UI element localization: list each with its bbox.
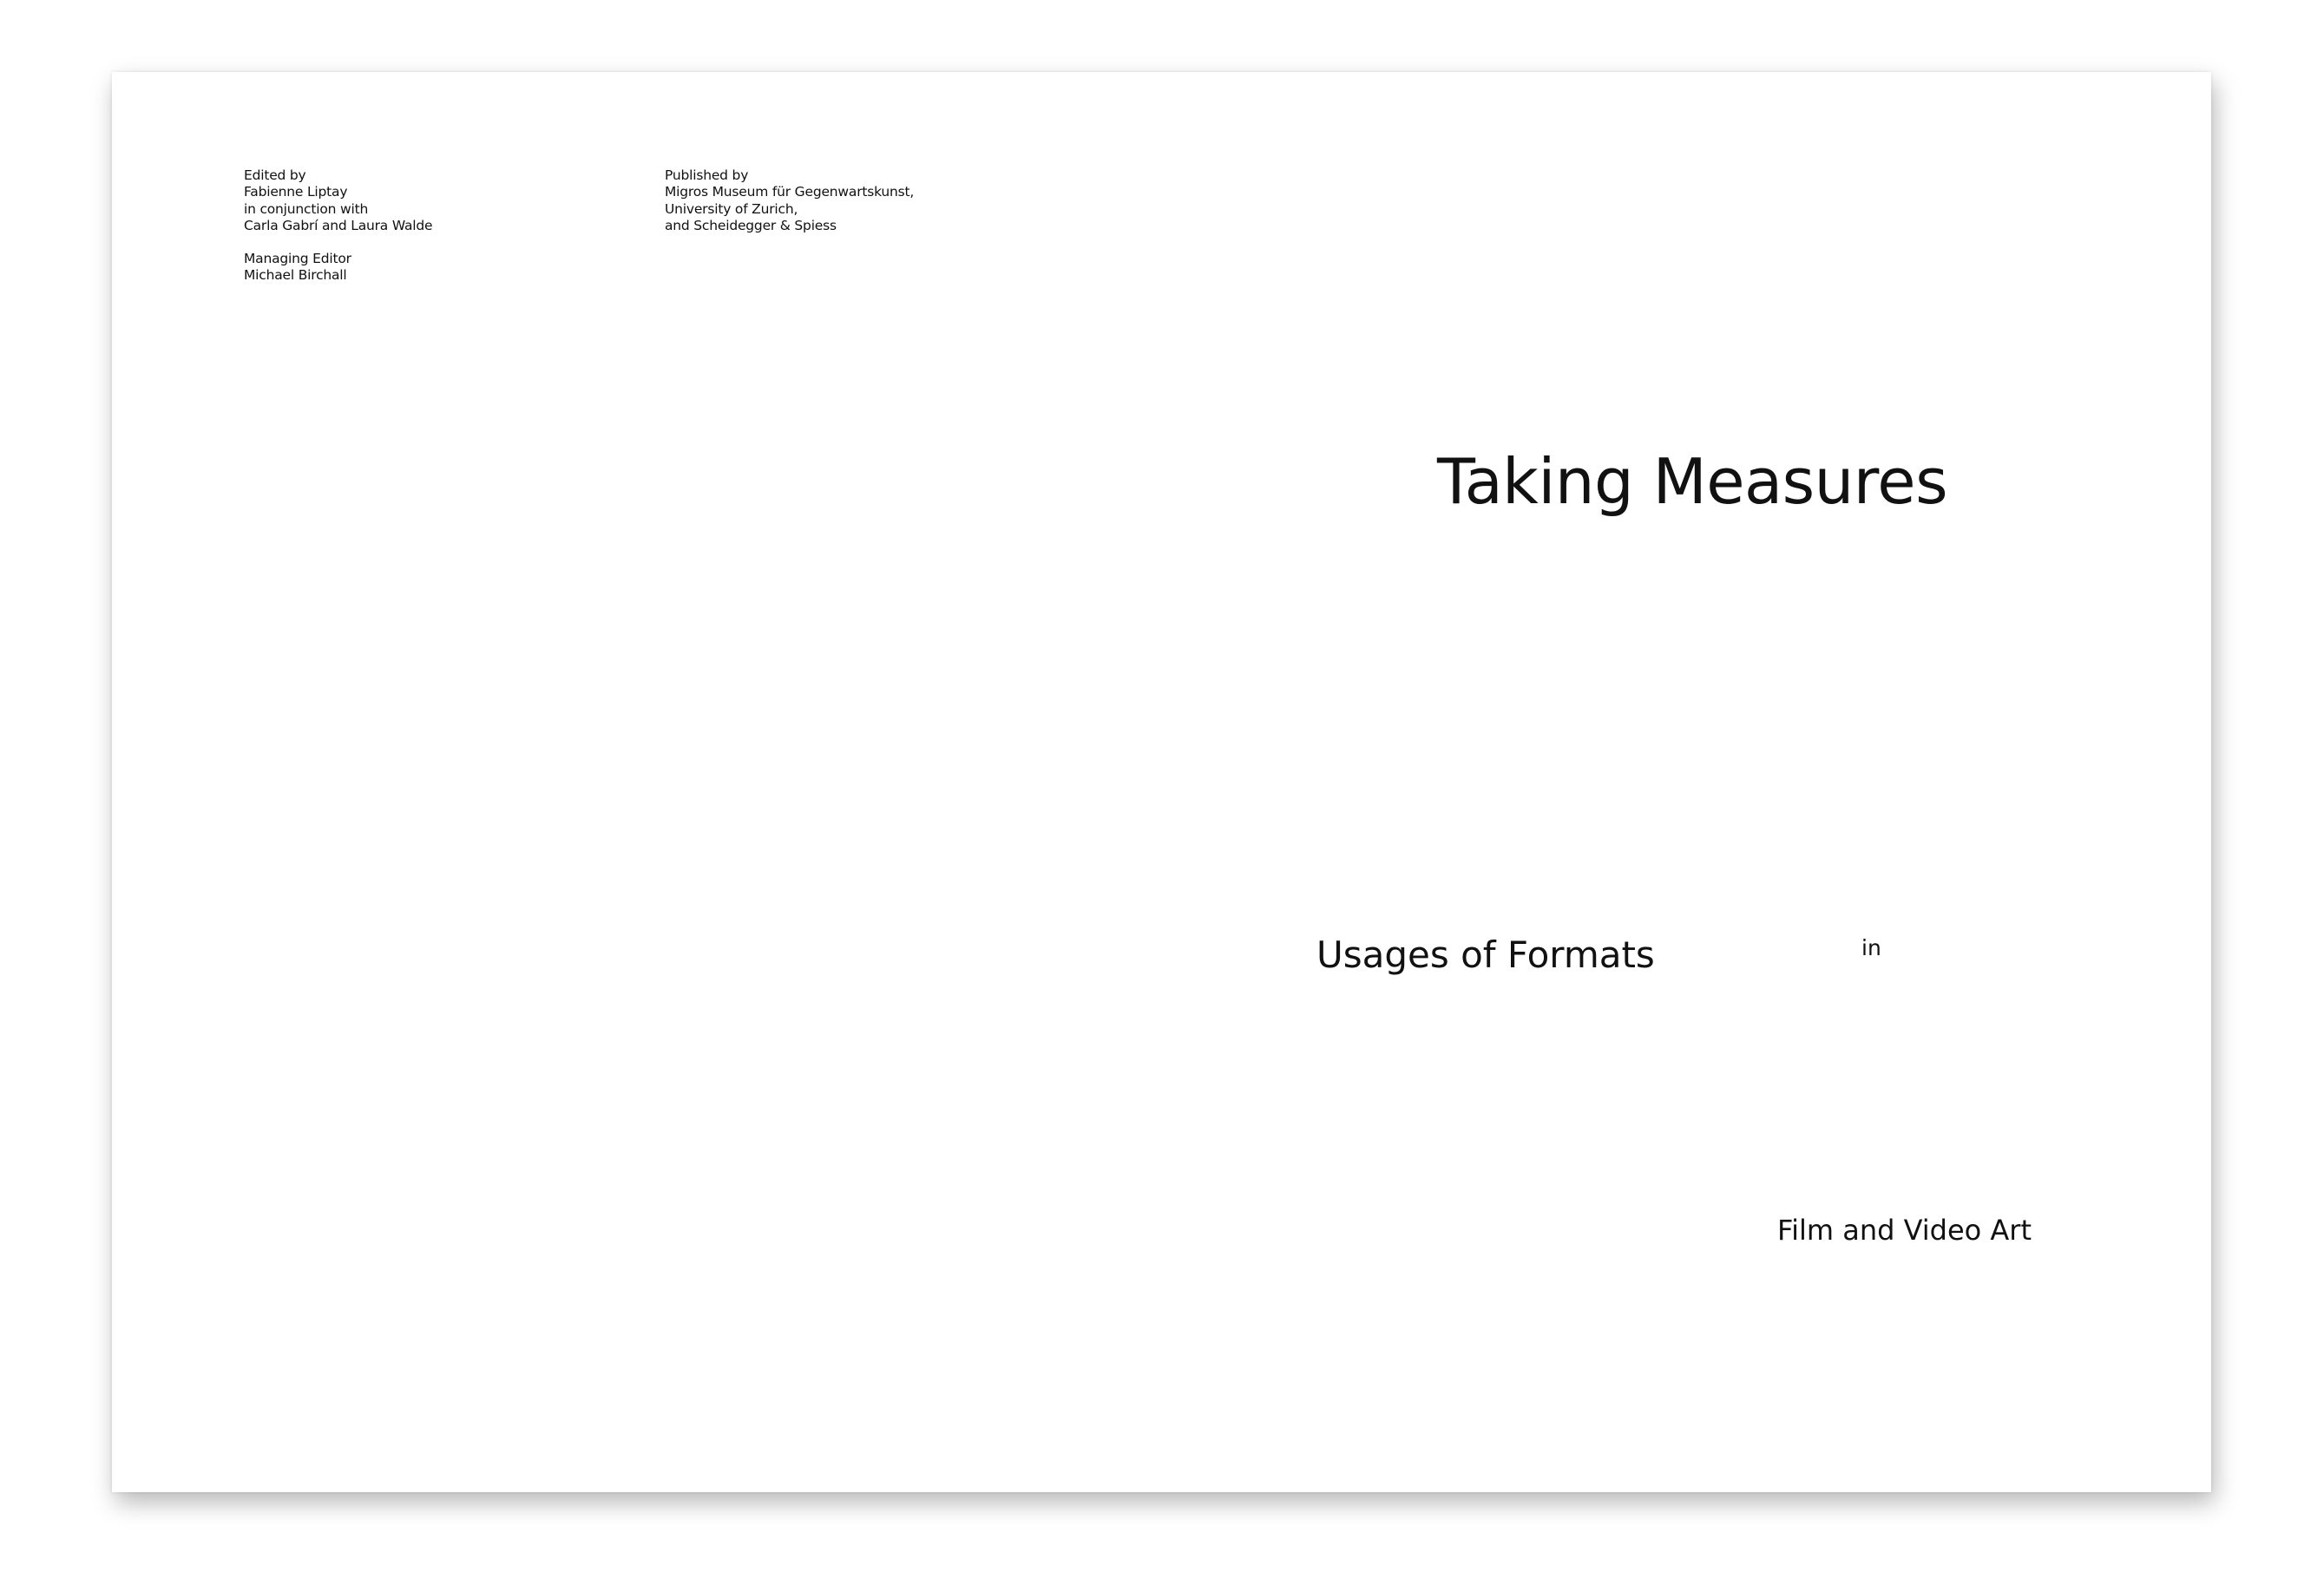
editors-credit-block [244,167,432,285]
conjunction-label: in conjunction with [244,200,369,217]
credit-spacer [244,234,432,251]
co-editor-names: Carla Gabrí and Laura Walde [244,217,433,233]
editor-name: Fabienne Liptay [244,184,348,200]
publishers-credit-block [665,167,914,234]
book-title: Taking Measures [1437,445,1948,518]
edited-by-label: Edited by [244,167,306,183]
subtitle-usages-of-formats: Usages of Formats [1316,933,1655,976]
publisher-museum: Migros Museum für Gegenwartskunst, [665,184,915,200]
publisher-press: and Scheidegger & Spiess [665,217,837,233]
subtitle-film-and-video-art: Film and Video Art [1777,1214,2032,1247]
subtitle-in: in [1861,935,1881,960]
managing-editor-label: Managing Editor [244,251,351,267]
publisher-university: University of Zurich, [665,200,798,217]
book-spread [112,72,2211,1492]
managing-editor-name: Michael Birchall [244,267,347,284]
published-by-label: Published by [665,167,749,183]
